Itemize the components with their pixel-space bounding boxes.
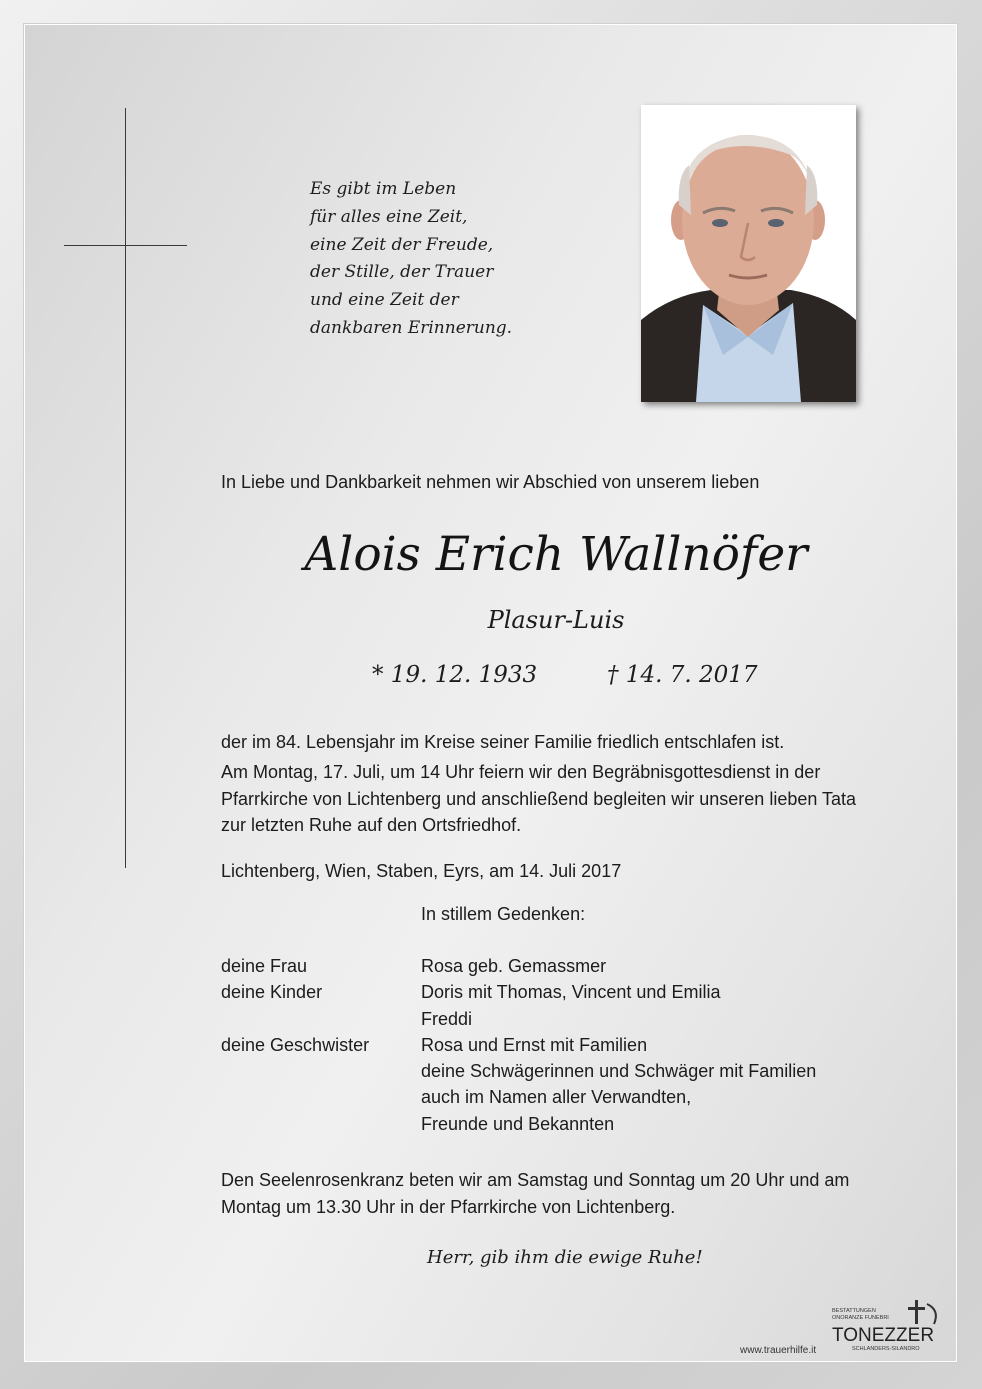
- funeral-paragraph: [221, 759, 856, 839]
- mourner-relation: deine Frau: [221, 956, 308, 976]
- poem-line: eine Zeit der Freude,: [310, 234, 494, 255]
- poem-line: für alles eine Zeit,: [310, 206, 468, 227]
- poem-line: dankbaren Erinnerung.: [310, 317, 513, 338]
- deceased-nickname: Plasur-Luis: [487, 606, 625, 634]
- poem-line: der Stille, der Trauer: [310, 262, 494, 283]
- mourner-names: deine Schwägerinnen und Schwäger mit Familien: [421, 1061, 817, 1082]
- logo-graphic: [830, 1298, 945, 1360]
- mourner-names: Freunde und Bekannten: [421, 1113, 615, 1134]
- closing-prayer: Herr, gib ihm die ewige Ruhe!: [427, 1247, 703, 1268]
- paragraph-line: Pfarrkirche von Lichtenberg und anschließend begleiten wir unseren lieben Tata: [221, 788, 857, 809]
- portrait-illustration: [641, 105, 856, 402]
- logo-line2: ONORANZE FUNEBRI: [832, 1315, 889, 1321]
- mourner-relation: deine Geschwister: [221, 1034, 370, 1055]
- mourner-names: auch im Namen aller Verwandten,: [421, 1087, 692, 1108]
- paragraph-line: Am Montag, 17. Juli, um 14 Uhr feiern wir den Begräbnisgottesdienst in der: [221, 762, 821, 782]
- logo-line1: BESTATTUNGEN: [832, 1308, 876, 1314]
- poem: [310, 176, 512, 343]
- paragraph-line: Den Seelenrosenkranz beten wir am Samstag und Sonntag um 20 Uhr und am: [221, 1170, 850, 1190]
- place-and-date: Lichtenberg, Wien, Staben, Eyrs, am 14. Juli 2017: [221, 861, 622, 881]
- poem-line: und eine Zeit der: [310, 290, 459, 311]
- passing-paragraph: [221, 729, 784, 756]
- poem-line: Es gibt im Leben: [310, 179, 457, 199]
- cross-vertical-bar: [125, 108, 126, 868]
- in-memory-heading: In stillem Gedenken:: [421, 904, 586, 924]
- birth-date: * 19. 12. 1933: [372, 662, 538, 688]
- mourner-relation: deine Kinder: [221, 982, 323, 1003]
- website-link[interactable]: www.trauerhilfe.it: [740, 1345, 817, 1356]
- mourner-names: Doris mit Thomas, Vincent und Emilia: [421, 982, 721, 1003]
- rosary-paragraph: [221, 1167, 849, 1220]
- paragraph-line: zur letzten Ruhe auf den Ortsfriedhof.: [221, 815, 522, 835]
- funeral-home-logo: [830, 1298, 945, 1360]
- portrait-photo: [641, 105, 856, 402]
- intro-text: In Liebe und Dankbarkeit nehmen wir Abschied von unserem lieben: [221, 472, 760, 492]
- mourner-names: Freddi: [421, 1008, 473, 1029]
- deceased-name: Alois Erich Wallnöfer: [304, 527, 808, 582]
- logo-name: TONEZZER: [832, 1325, 935, 1346]
- logo-place: SCHLANDERS-SILANDRO: [852, 1346, 920, 1352]
- paragraph-line: der im 84. Lebensjahr im Kreise seiner Familie friedlich entschlafen ist.: [221, 732, 785, 752]
- paragraph-line: Montag um 13.30 Uhr in der Pfarrkirche von Lichtenberg.: [221, 1196, 676, 1217]
- cross-horizontal-bar: [64, 245, 187, 246]
- mourner-names: Rosa geb. Gemassmer: [421, 956, 607, 976]
- mourner-names: Rosa und Ernst mit Familien: [421, 1034, 648, 1055]
- death-date: † 14. 7. 2017: [607, 662, 758, 688]
